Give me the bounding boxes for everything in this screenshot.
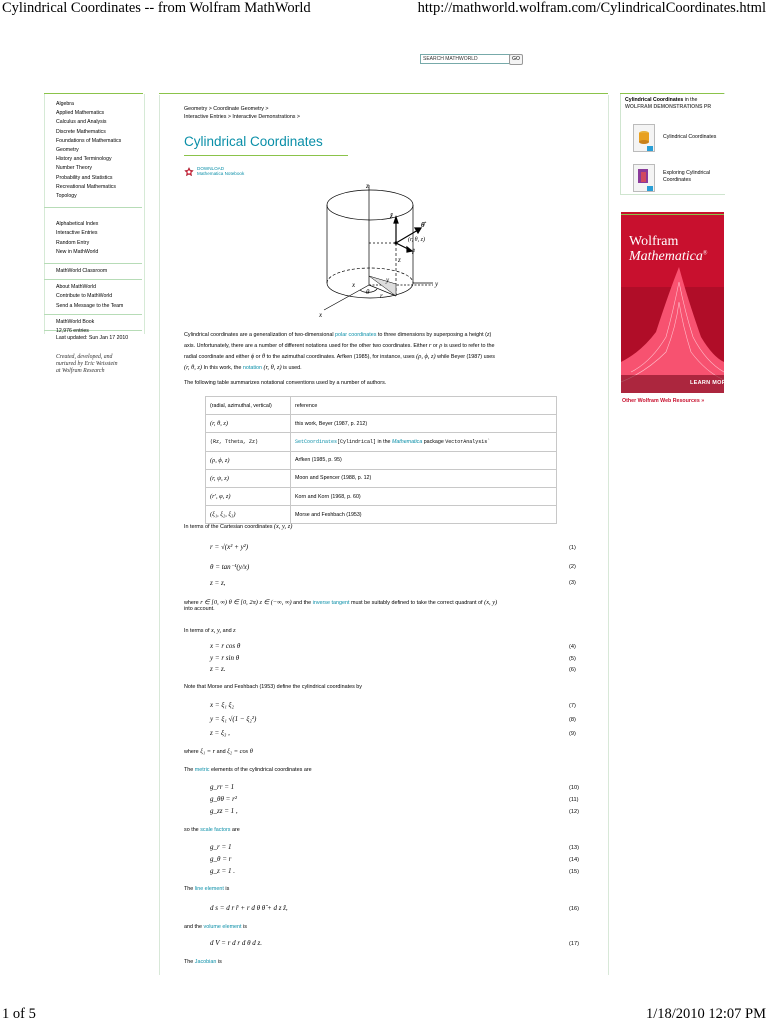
math: tan⁻¹(y/x) [221, 563, 250, 571]
equation-16: d s = d r r̂ + r d θ θ̂ + d z ẑ, [210, 904, 288, 912]
equation-number: (15) [569, 869, 579, 875]
text: Cylindrical coordinates are a generalization of two-dimensional [184, 332, 334, 338]
nav-link[interactable]: Probability and Statistics [56, 174, 113, 181]
right-col-rule [620, 93, 724, 94]
text: In terms of [184, 628, 210, 634]
entry-count: 12,976 entries [56, 328, 89, 334]
text: are [231, 827, 240, 833]
nav-link[interactable]: Random Entry [56, 239, 90, 246]
math: r [428, 342, 432, 349]
equation-number: (17) [569, 941, 579, 947]
search-go-button[interactable]: GO [509, 54, 523, 65]
equation-number: (1) [569, 545, 576, 551]
ad-product-name: Mathematica [629, 249, 703, 264]
nav-link[interactable]: Geometry [56, 147, 79, 154]
text: is [243, 924, 247, 930]
z-axis-label: z [366, 182, 369, 190]
nav-link[interactable]: Topology [56, 193, 77, 200]
print-header-title: Cylindrical Coordinates -- from Wolfram MathWorld [2, 0, 311, 16]
text: and the [184, 924, 202, 930]
math: r ∈ [0, ∞) θ ∈ [0, 2π) z ∈ (−∞, ∞) [200, 599, 292, 606]
nav-link[interactable]: New in MathWorld [56, 248, 99, 255]
text: and [222, 628, 232, 634]
math: (r, θ, z) [263, 364, 282, 371]
math: ξ₁ = r [200, 748, 216, 755]
math: (x, y, z) [273, 523, 293, 530]
nav-link[interactable]: MathWorld Book [56, 318, 95, 325]
equation-8: y = ξ₁ √(1 − ξ₂²) [210, 715, 257, 723]
text: is [225, 886, 230, 892]
heading-text: Cylindrical Coordinates [625, 97, 684, 103]
left-nav [44, 94, 142, 331]
x-axis-label: x [319, 311, 323, 319]
text: to three dimensions by superposing a height ( [377, 332, 487, 338]
equation-7: x = ξ₁ ξ₂ [210, 701, 234, 709]
text: while Beyer (1987) uses [437, 354, 495, 360]
equation-15: g_z = 1 . [210, 867, 235, 875]
math: (x, y) [484, 599, 498, 606]
morse-where [184, 746, 584, 758]
text: and [216, 749, 226, 755]
math: (r, θ, z) [184, 364, 203, 371]
text: radial coordinate and either [184, 354, 250, 360]
download-sublabel: Mathematica Notebook [197, 171, 245, 177]
text: The [184, 959, 194, 965]
table-cell: Moon and Spencer (1988, p. 12) [291, 469, 557, 487]
text: is [217, 959, 222, 965]
scale-intro [184, 825, 584, 836]
nav-link[interactable]: History and Terminology [56, 156, 112, 163]
table-cell: Morse and Feshbach (1953) [291, 506, 557, 524]
text: or [432, 343, 438, 349]
demo-link[interactable] [663, 170, 710, 184]
table-header: reference [291, 397, 557, 415]
point-label: (r, θ, z) [408, 237, 425, 243]
equation-11: g_θθ = r² [210, 795, 237, 803]
print-footer-datetime: 1/18/2010 12:07 PM [645, 1006, 766, 1022]
equation-3: z = z, [210, 579, 226, 587]
text: The [184, 767, 194, 773]
equation-number: (2) [569, 564, 576, 570]
ad-product [629, 249, 707, 265]
nav-link[interactable]: Discrete Mathematics [56, 128, 106, 135]
cartesian-intro [184, 521, 584, 533]
page-title: Cylindrical Coordinates [184, 134, 323, 149]
ad-learn-more-button[interactable]: LEARN MOR [690, 380, 727, 386]
credit-line: Created, developed, and [56, 354, 113, 360]
math: (ρ, ϕ, z) [416, 353, 436, 360]
text: ) [489, 332, 492, 338]
nav-link[interactable]: Alphabetical Index [56, 221, 99, 228]
rhat-label: r̂ [412, 248, 415, 256]
text: or [255, 354, 261, 360]
equation-5: y = r sin θ [210, 654, 240, 662]
equation-9: z = ξ₃ , [210, 729, 230, 737]
metric-intro [184, 765, 584, 776]
equation-number: (9) [569, 731, 576, 737]
equation-14: g_θ = r [210, 855, 232, 863]
text: in the [376, 438, 392, 445]
print-header-url: http://mathworld.wolfram.com/CylindricalCoordinates.html [417, 0, 766, 16]
y-small-label: y [386, 276, 390, 284]
text: In terms of the Cartesian coordinates [184, 524, 273, 530]
breadcrumb-line[interactable]: Interactive Entries > Interactive Demonstrations > [184, 114, 300, 121]
ad-registered-mark: ® [702, 250, 708, 257]
table-cell: Arfken (1985, p. 95) [291, 451, 557, 469]
nav-classroom [44, 264, 142, 280]
zhat-label: ẑ [390, 212, 393, 220]
table-header-row [206, 397, 557, 415]
equation-number: (13) [569, 845, 579, 851]
equation-number: (16) [569, 906, 579, 912]
math: r [210, 543, 213, 551]
nav-link[interactable]: Algebra [56, 101, 74, 107]
text: and the [293, 600, 312, 606]
intro-line-4 [184, 362, 584, 374]
equation-number: (3) [569, 580, 576, 586]
table-cell: this work, Beyer (1987, p. 212) [291, 415, 557, 433]
math: θ [261, 353, 266, 360]
jacobian-intro [184, 957, 584, 968]
demo-thumbnail-icon[interactable] [633, 164, 655, 192]
demonstrations-brand[interactable]: WOLFRAM DEMONSTRATIONS PR [625, 104, 712, 110]
equation-number: (6) [569, 667, 576, 673]
ad-top-rule [621, 214, 724, 215]
volume-element-intro [184, 922, 584, 933]
equation-12: g_zz = 1 , [210, 807, 238, 815]
table-header: (radial, azimuthal, vertical) [206, 397, 291, 415]
equation-1: r = √(x² + y²) [210, 543, 249, 551]
text: is used. [283, 365, 302, 371]
equation-6: z = z. [210, 665, 226, 673]
x-small-label: x [352, 281, 356, 289]
title-rule [184, 155, 348, 156]
text: elements of the cylindrical coordinates are [210, 767, 312, 773]
equation-number: (4) [569, 644, 576, 650]
math: z [486, 331, 490, 338]
cylinder-bottom-back [327, 268, 413, 283]
math: z [233, 627, 236, 634]
table-row [206, 469, 557, 487]
equation-number: (7) [569, 703, 576, 709]
site-stats [56, 328, 128, 342]
math: θ [210, 563, 214, 571]
scale-factors-link[interactable]: scale factors [200, 827, 231, 833]
setcoordinates-link[interactable]: SetCoordinates [295, 438, 338, 445]
math: ϕ [250, 353, 255, 360]
point-marker [394, 241, 397, 244]
metric-link[interactable]: metric [194, 767, 210, 773]
equation-number: (10) [569, 785, 579, 791]
notation-table [205, 396, 557, 524]
other-resources-link[interactable]: Other Wolfram Web Resources » [622, 398, 705, 404]
breadcrumb [184, 105, 300, 122]
cylinder-figure [300, 180, 450, 320]
mathematica-notebook-icon[interactable] [184, 167, 194, 177]
demo-link-line: Coordinates [663, 177, 691, 183]
demo-link-line: Exploring Cylindrical [663, 170, 710, 176]
code: VectorAnalysis` [445, 438, 491, 445]
nav-link[interactable]: Interactive Entries [56, 230, 98, 237]
polar-coordinates-link[interactable]: polar coordinates [335, 332, 377, 338]
table-intro: The following table summarizes notational conventions used by a number of authors. [184, 380, 387, 386]
nav-topics [44, 94, 142, 208]
math: ξ₂ = cos θ [227, 748, 253, 755]
table-cell [291, 433, 557, 451]
equation-number: (5) [569, 656, 576, 662]
mathematica-link[interactable]: Mathematica [391, 438, 423, 445]
line-element-link[interactable]: line element [194, 886, 224, 892]
table-cell: (r', φ, z) [206, 487, 291, 505]
nav-link[interactable]: Number Theory [56, 165, 92, 172]
code: [Cylindrical] [337, 438, 377, 445]
equation-number: (11) [569, 797, 579, 803]
demo-thumbnail-icon[interactable] [633, 124, 655, 152]
demo-link[interactable]: Cylindrical Coordinates [663, 134, 717, 140]
text: The [184, 886, 194, 892]
text: axis. Unfortunately, there are a number of different notations used for the other two coordinates. Either [184, 343, 428, 349]
text: where [184, 600, 199, 606]
download-notebook-link[interactable] [197, 166, 244, 177]
text: is used to refer to the [443, 343, 495, 349]
equation-17: d V = r d r d θ d z. [210, 939, 262, 947]
morse-intro: Note that Morse and Feshbach (1953) define the cylindrical coordinates by [184, 684, 362, 690]
text: must be suitably defined to take the correct quadrant of [351, 600, 483, 606]
search-input[interactable]: SEARCH MATHWORLD [420, 54, 510, 64]
inverse-tangent-link[interactable]: inverse tangent [312, 600, 350, 606]
table-cell: (ρ, ϕ, z) [206, 451, 291, 469]
ad-brand: Wolfram [629, 234, 679, 249]
theta-label: θ [366, 288, 370, 296]
demonstrations-heading [625, 97, 711, 111]
jacobian-link[interactable]: Jacobian [194, 959, 217, 965]
main-top-rule [159, 93, 608, 94]
heading-text: in the [684, 97, 698, 103]
download-label: DOWNLOAD [197, 166, 225, 171]
line-element-intro [184, 884, 584, 895]
table-cell: Korn and Korn (1968, p. 60) [291, 487, 557, 505]
nav-link[interactable]: About MathWorld [56, 284, 96, 291]
table-row [206, 415, 557, 433]
nav-link[interactable]: Send a Message to the Team [56, 302, 124, 309]
nav-link[interactable]: Calculus and Analysis [56, 119, 107, 126]
text: where [184, 749, 199, 755]
table-cell: (ξ₁, ξ₂, ξ₃) [206, 506, 291, 524]
equation-13: g_r = 1 [210, 843, 232, 851]
math: √(x² + y²) [220, 543, 249, 551]
table-row [206, 451, 557, 469]
table-row [206, 433, 557, 451]
breadcrumb-line[interactable]: Geometry > Coordinate Geometry > [184, 106, 269, 112]
table-cell: (Rz, Ttheta, Zz) [206, 433, 291, 451]
table-cell: (r, θ, z) [206, 415, 291, 433]
where-line-2: into account. [184, 606, 215, 612]
notation-link[interactable]: notation [242, 365, 263, 371]
r-label: r [380, 292, 383, 300]
nav-browse [44, 208, 142, 264]
text: package [422, 438, 446, 445]
equation-number: (12) [569, 809, 579, 815]
zhat-arrowhead [394, 217, 398, 223]
text: In this work, the [203, 365, 242, 371]
equation-4: x = r cos θ [210, 642, 241, 650]
last-updated: Last updated: Sun Jan 17 2010 [56, 334, 129, 341]
math: ρ [439, 342, 443, 349]
text: so the [184, 827, 199, 833]
print-footer-page: 1 of 5 [2, 1006, 36, 1022]
text: to the azimuthal coordinates. Arfken (1985), for instance, uses [266, 354, 415, 360]
credit-line: at Wolfram Research [56, 368, 105, 375]
nav-about [44, 280, 142, 315]
math: x, y, [210, 627, 222, 634]
equation-number: (14) [569, 857, 579, 863]
nav-link[interactable]: MathWorld Classroom [56, 268, 108, 275]
volume-element-link[interactable]: volume element [203, 924, 242, 930]
polar-intro [184, 625, 584, 637]
equation-number: (8) [569, 717, 576, 723]
equation-10: g_rr = 1 [210, 783, 235, 791]
credit-line: nurtured by Eric Weisstein [56, 361, 118, 368]
table-row [206, 487, 557, 505]
y-axis-label: y [435, 280, 439, 288]
thetahat-label: θ̂ [421, 221, 425, 229]
site-credit [56, 354, 118, 376]
nav-link[interactable]: Contribute to MathWorld [56, 293, 113, 300]
cylinder-top-ellipse [327, 190, 413, 220]
equation-2: θ = tan⁻¹(y/x) [210, 563, 250, 571]
nav-link[interactable]: Recreational Mathematics [56, 183, 116, 190]
height-label: z [398, 256, 401, 264]
nav-link[interactable]: Foundations of Mathematics [56, 137, 122, 144]
table-cell: (r, ψ, z) [206, 469, 291, 487]
nav-link[interactable]: Applied Mathematics [56, 110, 105, 117]
